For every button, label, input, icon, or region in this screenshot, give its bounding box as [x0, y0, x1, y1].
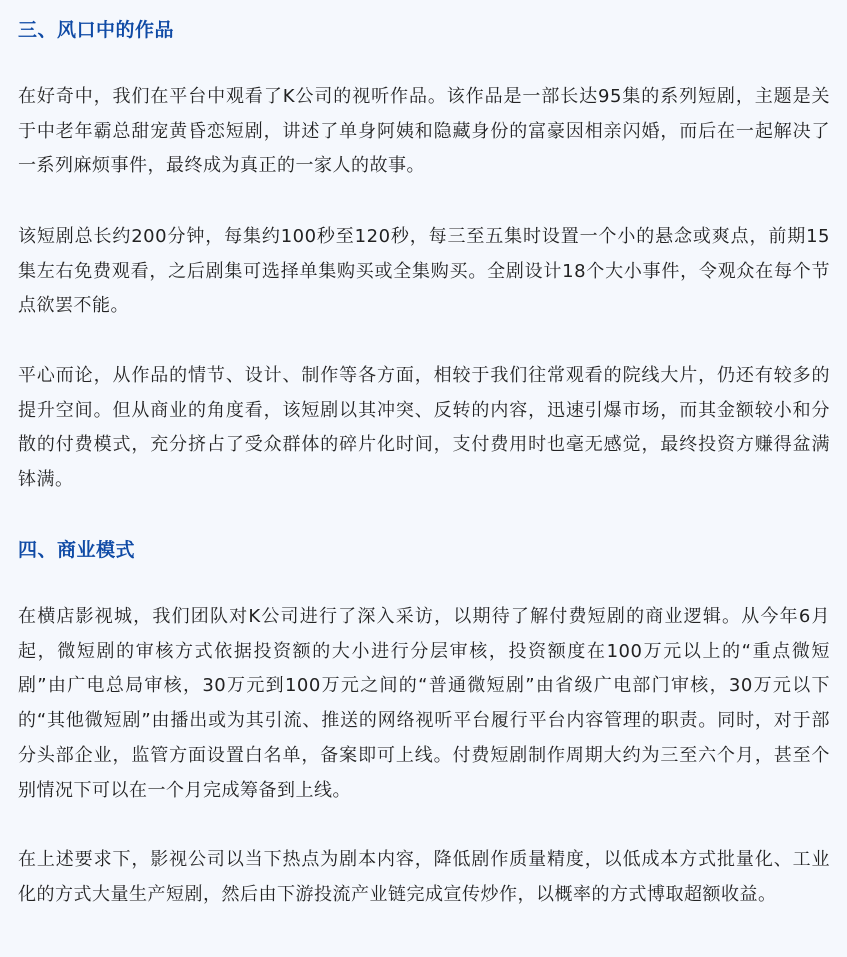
section-heading-works: 三、风口中的作品	[18, 19, 175, 41]
paragraph-production-mode: 在上述要求下，影视公司以当下热点为剧本内容，降低剧作质量精度，以低成本方式批量化、工业化的方式大量生产短剧，然后由下游投流产业链完成宣传炒作，以概率的方式博取超额收益。	[18, 849, 830, 905]
paragraph-review-process: 在横店影视城，我们团队对K公司进行了深入采访，以期待了解付费短剧的商业逻辑。从今年6月起，微短剧的审核方式依据投资额的大小进行分层审核，投资额度在100万元以上的“重点微短剧”由广电总局审核，30万元到100万元之间的“普通微短剧”由省级广电部门审核，30万元以下的“其他微短剧”由播出或为其引流、推送的网络视听平台履行平台内容管理的职责。同时，对于部分头部企业，监管方面设置白名单，备案即可上线。付费短剧制作周期大约为三至六个月，甚至个别情况下可以在一个月完成筹备到上线。	[18, 606, 830, 801]
section-heading-business-model: 四、商业模式	[18, 539, 136, 561]
paragraph-drama-length: 该短剧总长约200分钟，每集约100秒至120秒，每三至五集时设置一个小的悬念或爽点，前期15集左右免费观看，之后剧集可选择单集购买或全集购买。全剧设计18个大小事件，令观众在每个节点欲罢不能。	[18, 226, 830, 317]
paragraph-intro-work: 在好奇中，我们在平台中观看了K公司的视听作品。该作品是一部长达95集的系列短剧，主题是关于中老年霸总甜宠黄昏恋短剧，讲述了单身阿姨和隐藏身份的富豪因相亲闪婚，而后在一起解决了一系列麻烦事件，最终成为真正的一家人的故事。	[18, 86, 830, 177]
paragraph-evaluation: 平心而论，从作品的情节、设计、制作等各方面，相较于我们往常观看的院线大片，仍还有较多的提升空间。但从商业的角度看，该短剧以其冲突、反转的内容，迅速引爆市场，而其金额较小和分散的付费模式，充分挤占了受众群体的碎片化时间，支付费用时也毫无感觉，最终投资方赚得盆满钵满。	[18, 365, 830, 491]
